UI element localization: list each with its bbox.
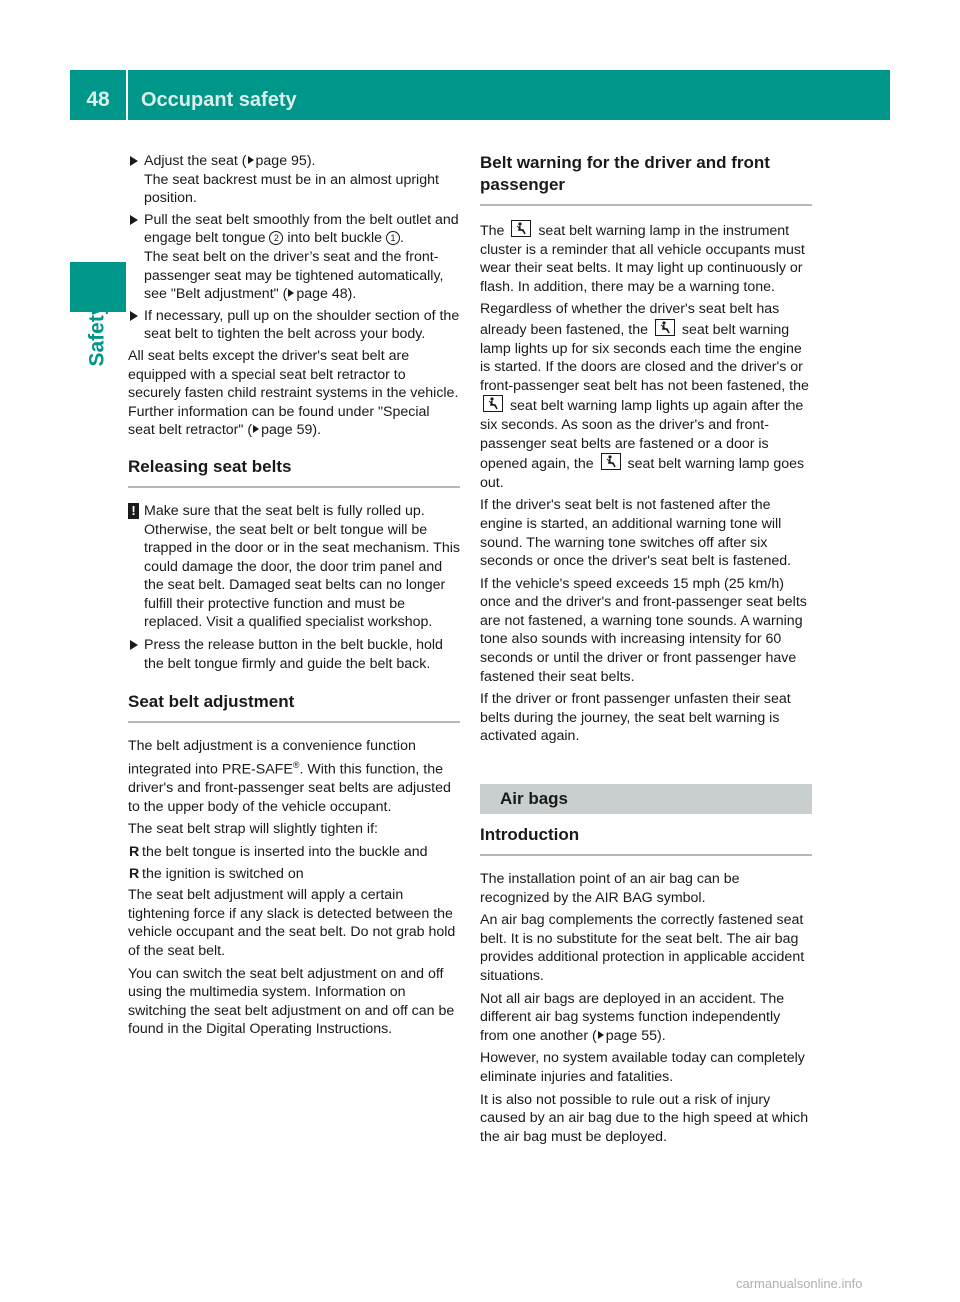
warning-exclamation-icon: ! bbox=[128, 503, 139, 519]
step-tighten-shoulder: If necessary, pull up on the shoulder section of the seat belt to tighten the belt across your body. bbox=[128, 307, 460, 344]
step-release-button: Press the release button in the belt buckle, hold the belt tongue firmly and guide the belt back. bbox=[128, 636, 460, 673]
callout-2-icon: 2 bbox=[269, 231, 283, 245]
paragraph-intro-5: It is also not possible to rule out a risk of injury caused by an air bag due to the high speed at which the air bag must be deployed. bbox=[480, 1091, 809, 1145]
page-number: 48 bbox=[86, 88, 110, 111]
paragraph-warning-4: If the vehicle's speed exceeds 15 mph (25 km/h) once and the driver's and front-passenger seat belts are not fastened, a warning tone sounds. A warning tone also sounds with increasing intensity for 60 seconds or until the driver or front passenger have fastened their seat belts. bbox=[480, 575, 807, 685]
page-reference-arrow-icon bbox=[253, 425, 259, 433]
page-link[interactable]: page 95 bbox=[255, 153, 307, 169]
paragraph-intro-4: However, no system available today can completely eliminate injuries and fatalities. bbox=[480, 1050, 805, 1085]
page-reference-arrow-icon bbox=[288, 289, 294, 297]
warning-note: ! Make sure that the seat belt is fully rolled up. Otherwise, the seat belt or belt tongue will be trapped in the door or in the seat mechanism. This could damage the door, the door trim panel and the seat belt. Damaged seat belts can no longer fulfill their protective function and must be replaced. Visit a qualified specialist workshop. bbox=[128, 502, 460, 632]
page-reference-arrow-icon bbox=[248, 156, 254, 164]
heading-introduction: Introduction bbox=[480, 824, 812, 856]
left-column bbox=[128, 152, 460, 1043]
page-link[interactable]: page 48 bbox=[296, 286, 348, 303]
paragraph-retractor: All seat belts except the driver's seat belt are equipped with a special seat belt retractor to securely fasten child restraint systems in the vehicle. Further information can be found under "Special seat belt retractor" ( page 59). bbox=[128, 347, 459, 439]
step-arrow-icon bbox=[130, 156, 138, 166]
side-tab[interactable] bbox=[86, 300, 110, 370]
side-tab-label: Safety bbox=[86, 303, 109, 367]
heading-releasing-seat-belts: Releasing seat belts bbox=[128, 456, 460, 488]
paragraph-warning-2: Regardless of whether the driver's seat belt has already been fastened, the seat belt warning lamp lights up for six seconds each time the engine is started. If the doors are closed and the driver's or front-passenger seat belt has not been fastened, the seat belt warning lamp lights up again after the six seconds. As soon as the driver's and front-passenger seat belts are fastened or a door is opened again, the seat belt warning lamp goes out. bbox=[480, 301, 809, 491]
step-adjust-seat: Adjust the seat ( page 95). The seat backrest must be in an almost upright position. bbox=[128, 152, 460, 208]
section-title: Occupant safety bbox=[141, 89, 297, 111]
page-reference-arrow-icon bbox=[598, 1031, 604, 1039]
paragraph-intro-3: Not all air bags are deployed in an accident. The different air bag systems function independently from one another ( page 55). bbox=[480, 990, 785, 1044]
heading-seat-belt-adjustment: Seat belt adjustment bbox=[128, 691, 460, 723]
paragraph-warning-3: If the driver's seat belt is not fastened after the engine is started, an additional warning tone will sound. The warning tone switches off after six seconds or once the driver's seat belt is fastened. bbox=[480, 497, 792, 570]
page-link[interactable]: page 59 bbox=[261, 422, 313, 439]
paragraph-intro-2: An air bag complements the correctly fastened seat belt. It is no substitute for the seat belt. The air bag provides additional protection in applicable accident situations. bbox=[480, 912, 805, 984]
paragraph-intro-1: The installation point of an air bag can be recognized by the AIR BAG symbol. bbox=[480, 871, 740, 906]
paragraph-adjust-4: You can switch the seat belt adjustment on and off using the multimedia system. Information on switching the seat belt adjustment on and off can be found in the Digital Operating Instructions. bbox=[128, 965, 455, 1038]
header-divider bbox=[126, 70, 128, 120]
heading-belt-warning: Belt warning for the driver and front passenger bbox=[480, 152, 812, 206]
paragraph-adjust-2: The seat belt strap will slightly tighten if: bbox=[128, 821, 378, 838]
watermark: carmanualsonline.info bbox=[736, 1276, 863, 1291]
paragraph-adjust-1: The belt adjustment is a convenience function integrated into PRE-SAFE®. With this function, the driver's and front-passenger seat belts are adjusted to the upper body of the vehicle occupant. bbox=[128, 738, 451, 815]
bullet-mark: R bbox=[129, 865, 140, 882]
list-item: R the belt tongue is inserted into the buckle and bbox=[129, 843, 428, 860]
page-link[interactable]: page 55 bbox=[605, 1027, 658, 1044]
paragraph-warning-1: The seat belt warning lamp in the instrument cluster is a reminder that all vehicle occupants must wear their seat belts. It may light up continuously or flash. In addition, there may be a warning tone. bbox=[480, 220, 812, 296]
step-arrow-icon bbox=[130, 640, 138, 650]
section-band-air-bags: Air bags bbox=[480, 784, 812, 814]
list-item: R the ignition is switched on bbox=[129, 865, 304, 882]
seatbelt-warning-icon bbox=[483, 395, 503, 412]
step-pull-belt: Pull the seat belt smoothly from the belt outlet and engage belt tongue 2 into belt buckle 1 . The seat belt on the driver’s seat and the front-passenger seat may be tightened automatically, see "Belt adjustment" ( page 48). bbox=[128, 211, 460, 304]
paragraph-adjust-3: The seat belt adjustment will apply a certain tightening force if any slack is detected between the vehicle occupant and the seat belt. Do not grab hold of the seat belt. bbox=[128, 887, 456, 959]
seatbelt-warning-icon bbox=[601, 453, 621, 470]
paragraph-warning-5: If the driver or front passenger unfasten their seat belts during the journey, the seat belt warning is activated again. bbox=[480, 691, 791, 745]
step-arrow-icon bbox=[130, 215, 138, 225]
callout-1-icon: 1 bbox=[386, 231, 400, 245]
right-column bbox=[480, 152, 812, 1150]
seatbelt-warning-icon bbox=[511, 220, 531, 237]
step-arrow-icon bbox=[130, 311, 138, 321]
seatbelt-warning-icon bbox=[655, 319, 675, 336]
bullet-mark: R bbox=[129, 843, 140, 860]
